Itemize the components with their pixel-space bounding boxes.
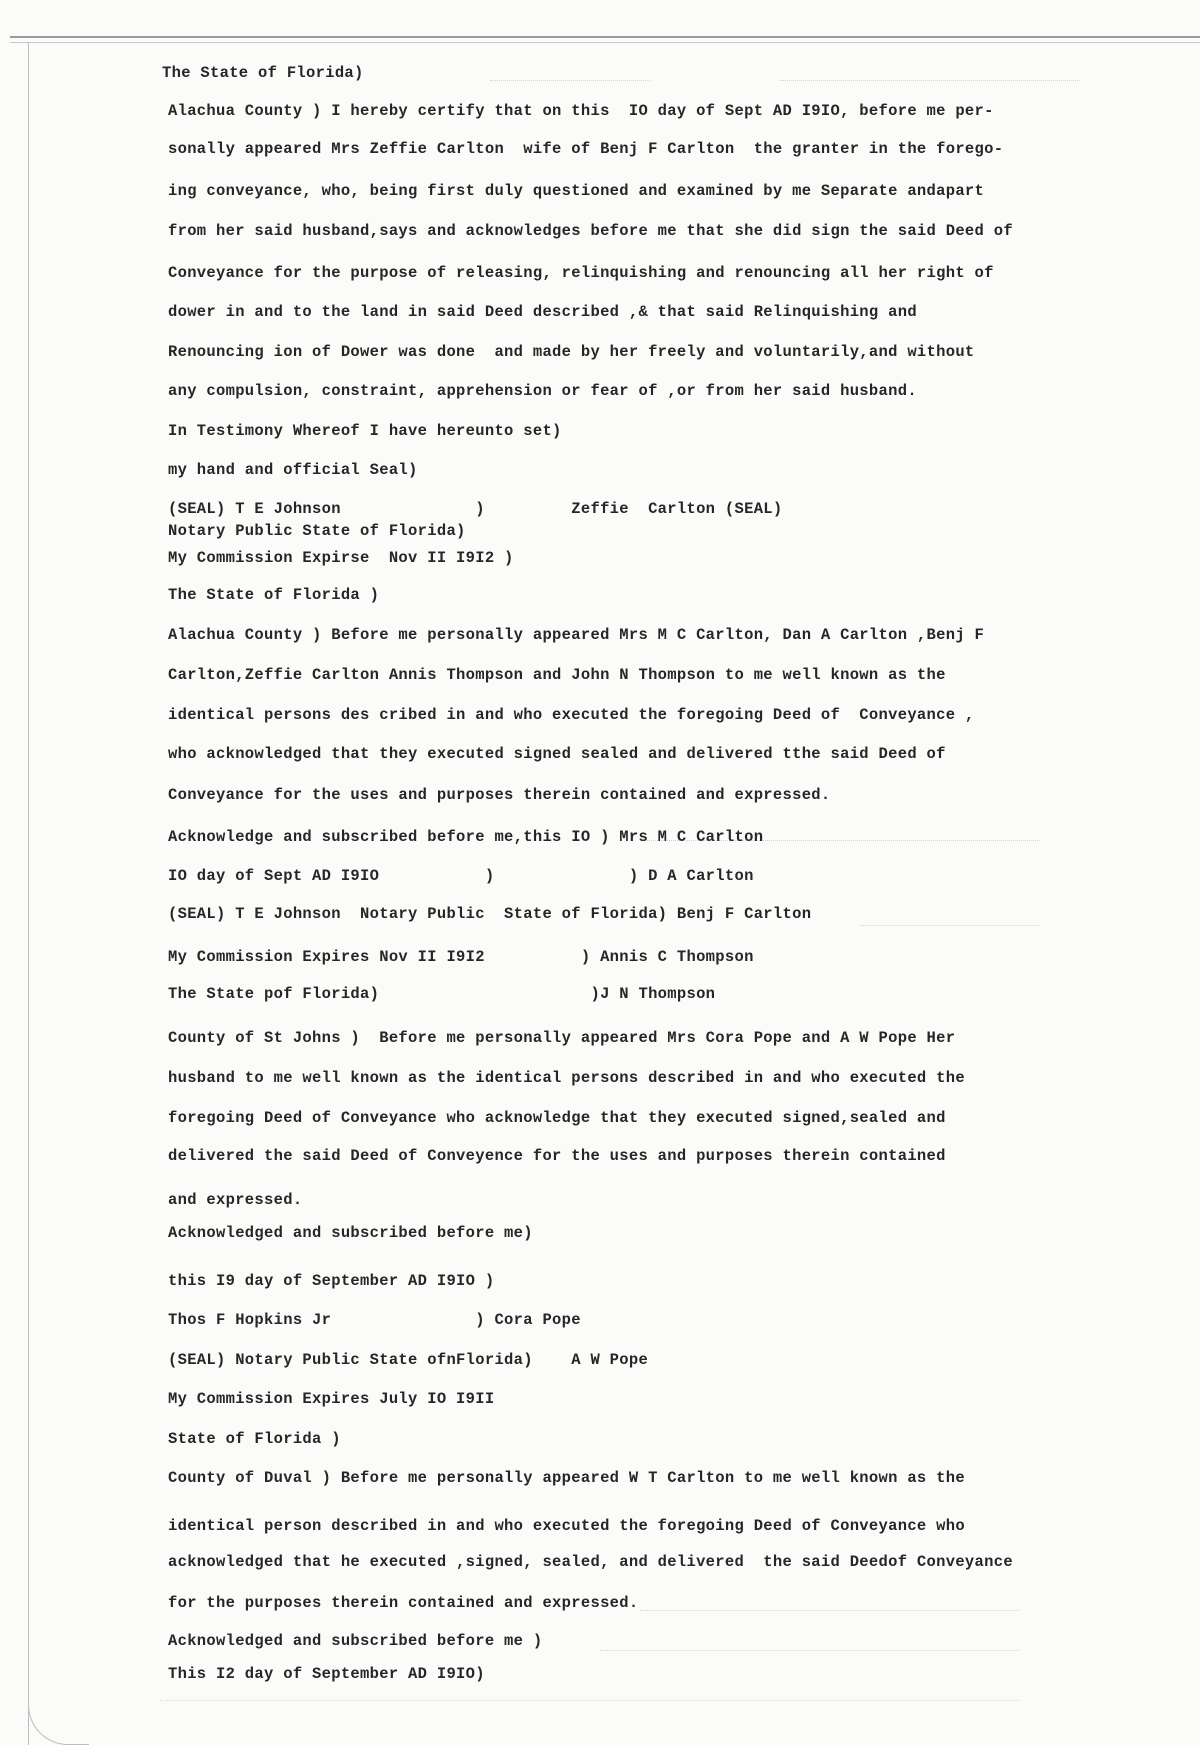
text-line: Conveyance for the uses and purposes therein contained and expressed. — [168, 786, 831, 804]
top-rule-secondary — [10, 42, 1200, 43]
text-line: husband to me well known as the identical persons described in and who executed the — [168, 1069, 965, 1087]
text-line: Acknowledged and subscribed before me ) — [168, 1632, 543, 1650]
text-line: Notary Public State of Florida) — [168, 522, 466, 540]
text-line: Alachua County ) I hereby certify that on this IO day of Sept AD I9IO, before me per- — [168, 102, 994, 120]
left-margin-line — [28, 42, 29, 1745]
text-line: Acknowledge and subscribed before me,this IO ) Mrs M C Carlton — [168, 828, 764, 846]
text-line: who acknowledged that they executed signed sealed and delivered tthe said Deed of — [168, 745, 946, 763]
text-line: My Commission Expires July IO I9II — [168, 1390, 495, 1408]
text-line: Renouncing ion of Dower was done and made by her freely and voluntarily,and without — [168, 343, 975, 361]
text-line: This I2 day of September AD I9IO) — [168, 1665, 485, 1683]
text-line: any compulsion, constraint, apprehension or fear of ,or from her said husband. — [168, 382, 917, 400]
text-line: acknowledged that he executed ,signed, sealed, and delivered the said Deedof Conveyance — [168, 1553, 1013, 1571]
text-line: Conveyance for the purpose of releasing, relinquishing and renouncing all her right of — [168, 264, 994, 282]
text-line: County of St Johns ) Before me personally appeared Mrs Cora Pope and A W Pope Her — [168, 1029, 956, 1047]
bleed-through-mark — [780, 80, 1080, 89]
text-line: my hand and official Seal) — [168, 461, 418, 479]
text-line: sonally appeared Mrs Zeffie Carlton wife of Benj F Carlton the granter in the forego- — [168, 140, 1004, 158]
bleed-through-mark — [600, 1650, 1020, 1659]
text-line: Acknowledged and subscribed before me) — [168, 1224, 533, 1242]
text-line: identical person described in and who executed the foregoing Deed of Conveyance who — [168, 1517, 965, 1535]
bleed-through-mark — [640, 1610, 1020, 1619]
text-line: and expressed. — [168, 1191, 303, 1209]
text-line: this I9 day of September AD I9IO ) — [168, 1272, 495, 1290]
text-line: The State of Florida) — [162, 64, 364, 82]
text-line: (SEAL) T E Johnson Notary Public State of Florida) Benj F Carlton — [168, 905, 812, 923]
top-rule — [10, 36, 1200, 38]
text-line: Alachua County ) Before me personally appeared Mrs M C Carlton, Dan A Carlton ,Benj F — [168, 626, 985, 644]
text-line: County of Duval ) Before me personally appeared W T Carlton to me well known as the — [168, 1469, 965, 1487]
text-line: (SEAL) T E Johnson ) Zeffie Carlton (SEAL) — [168, 500, 783, 518]
text-line: Carlton,Zeffie Carlton Annis Thompson and John N Thompson to me well known as the — [168, 666, 946, 684]
text-line: dower in and to the land in said Deed described ,& that said Relinquishing and — [168, 303, 917, 321]
bleed-through-mark — [160, 1700, 1020, 1709]
text-line: (SEAL) Notary Public State ofnFlorida) A W Pope — [168, 1351, 649, 1369]
text-line: My Commission Expires Nov II I9I2 ) Annis C Thompson — [168, 948, 754, 966]
bottom-page-curl — [28, 1699, 89, 1745]
text-line: The State pof Florida) )J N Thompson — [168, 985, 716, 1003]
bleed-through-mark — [490, 80, 650, 89]
text-line: delivered the said Deed of Conveyence for the uses and purposes therein contained — [168, 1147, 946, 1165]
text-line: State of Florida ) — [168, 1430, 341, 1448]
text-line: for the purposes therein contained and expressed. — [168, 1594, 639, 1612]
text-line: IO day of Sept AD I9IO ) ) D A Carlton — [168, 867, 754, 885]
text-line: from her said husband,says and acknowledges before me that she did sign the said Deed of — [168, 222, 1013, 240]
bleed-through-mark — [860, 925, 1040, 934]
text-line: My Commission Expirse Nov II I9I2 ) — [168, 549, 514, 567]
text-line: ing conveyance, who, being first duly questioned and examined by me Separate andapart — [168, 182, 985, 200]
text-line: In Testimony Whereof I have hereunto set) — [168, 422, 562, 440]
text-line: foregoing Deed of Conveyance who acknowledge that they executed signed,sealed and — [168, 1109, 946, 1127]
text-line: Thos F Hopkins Jr ) Cora Pope — [168, 1311, 581, 1329]
text-line: identical persons des cribed in and who executed the foregoing Deed of Conveyance , — [168, 706, 975, 724]
text-line: The State of Florida ) — [168, 586, 380, 604]
